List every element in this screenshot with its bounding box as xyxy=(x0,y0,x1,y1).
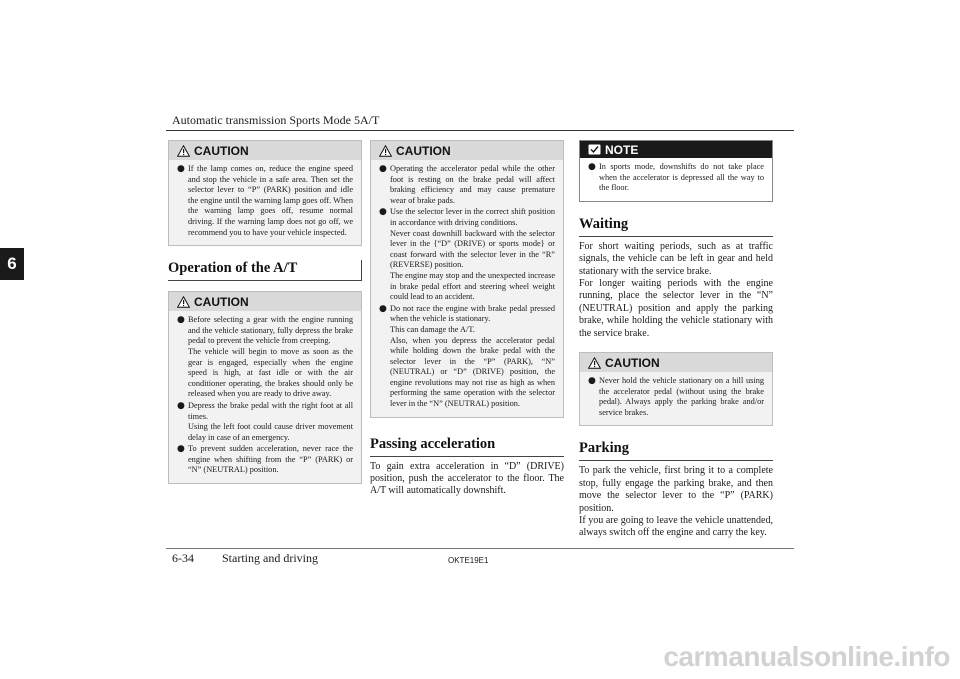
caution-box-1 xyxy=(168,140,362,246)
footer-section-name: Starting and driving xyxy=(222,551,318,565)
bullet-icon: ● xyxy=(177,315,185,326)
info-note-icon xyxy=(588,144,601,155)
warning-triangle-icon xyxy=(379,145,392,157)
item-paragraph: Do not race the engine with brake pedal pressed when the vehicle is stationary. xyxy=(390,303,555,324)
body-paragraph: If you are going to leave the vehicle unattended, always switch off the engine and carry the key. xyxy=(579,515,773,539)
item-paragraph: Before selecting a gear with the engine running and the vehicle stationary, fully depress the brake pedal to prevent the vehicle from creeping. xyxy=(188,315,353,346)
body-paragraph: To park the vehicle, first bring it to a complete stop, fully engage the parking brake, and then move the selector lever to the “P” (PARK) position. xyxy=(579,465,773,514)
note-label: NOTE xyxy=(605,142,639,157)
item-paragraph: If the lamp comes on, reduce the engine speed and stop the vehicle in a safe area. Then set the selector lever to “P” (PARK) position and idle the engine until the warning lamp goes off. When the warning lamp goes off, resume normal driving. If the warning lamp does not go off, we recommend you to have your vehicle inspected. xyxy=(188,164,353,237)
list-item xyxy=(379,304,555,410)
caution-header xyxy=(169,141,361,160)
note-list xyxy=(588,162,764,194)
warning-triangle-icon xyxy=(177,296,190,308)
bullet-icon: ● xyxy=(588,376,596,387)
item-paragraph: This can damage the A/T. xyxy=(390,324,475,334)
column-2 xyxy=(370,140,564,498)
column-1 xyxy=(168,140,362,484)
caution-header xyxy=(580,353,772,372)
list-item xyxy=(177,401,353,443)
note-box xyxy=(579,140,773,202)
caution-label: CAUTION xyxy=(605,355,660,370)
parking-body xyxy=(579,465,773,539)
item-paragraph: Use the selector lever in the correct shift position in accordance with driving conditions. xyxy=(390,207,555,227)
caution-list xyxy=(379,164,555,410)
section-title-waiting: Waiting xyxy=(579,216,773,237)
list-item xyxy=(177,164,353,238)
caution-list xyxy=(588,376,764,418)
caution-list xyxy=(177,164,353,238)
running-header-title: Automatic transmission Sports Mode 5A/T xyxy=(172,113,380,127)
caution-header xyxy=(169,292,361,311)
caution-header xyxy=(371,141,563,160)
item-paragraph: Operating the accelerator pedal while the other foot is resting on the brake pedal will affect braking efficiency and may cause premature wear of brake pads. xyxy=(390,164,555,205)
caution-list xyxy=(177,315,353,476)
item-paragraph: Also, when you depress the accelerator pedal while holding down the brake pedal with the selector lever in the “P” (PARK), “N” (NEUTRAL) or “D” (DRIVE) position, the engine revolutions may not rise as high as when performing the same operation with the selector lever in the “N” (NEUTRAL) position. xyxy=(390,335,555,409)
item-paragraph: Using the left foot could cause driver movement delay in case of an emergency. xyxy=(188,422,353,442)
list-item xyxy=(588,162,764,194)
body-paragraph: For longer waiting periods with the engine running, place the selector lever in the “N” (NEUTRAL) position and apply the parking brake, while holding the vehicle stationary with the service brake. xyxy=(579,278,773,339)
passing-body xyxy=(370,461,564,498)
caution-box-4 xyxy=(579,352,773,426)
footer-rule xyxy=(166,548,794,549)
bullet-icon: ● xyxy=(379,164,387,174)
bullet-icon: ● xyxy=(379,303,387,314)
column-3 xyxy=(579,140,773,540)
document-code: OKTE19E1 xyxy=(448,556,489,565)
caution-label: CAUTION xyxy=(396,143,451,158)
item-paragraph: Depress the brake pedal with the right foot at all times. xyxy=(188,400,353,421)
body-paragraph: To gain extra acceleration in “D” (DRIVE) position, push the accelerator to the floor. The A/T will automatically downshift. xyxy=(370,460,564,497)
bullet-icon: ● xyxy=(177,400,185,411)
section-title-parking: Parking xyxy=(579,440,773,461)
caution-box-2 xyxy=(168,291,362,484)
waiting-body xyxy=(579,241,773,340)
page-number: 6-34 xyxy=(172,551,194,565)
item-paragraph: In sports mode, downshifts do not take place when the accelerator is depressed all the way to the floor. xyxy=(599,162,764,193)
list-item xyxy=(177,444,353,476)
list-item xyxy=(379,164,555,206)
note-header xyxy=(580,141,772,158)
item-paragraph: The engine may stop and the unexpected increase in brake pedal effort and steering wheel weight could lead to an accident. xyxy=(390,270,555,302)
bullet-icon: ● xyxy=(177,444,185,455)
caution-label: CAUTION xyxy=(194,143,249,158)
item-paragraph: The vehicle will begin to move as soon as the gear is engaged, especially when the engine speed is high, at fast idle or with the air conditioner operating, the brakes should only be released when you are ready to drive away. xyxy=(188,346,353,399)
list-item xyxy=(177,315,353,400)
item-paragraph: To prevent sudden acceleration, never race the engine when shifting from the “P” (PARK) or “N” (NEUTRAL) position. xyxy=(188,444,353,475)
list-item xyxy=(379,207,555,302)
body-paragraph: For short waiting periods, such as at traffic signals, the vehicle can be left in gear and held stationary with the service brake. xyxy=(579,240,773,277)
section-title-operation: Operation of the A/T xyxy=(168,260,362,281)
list-item xyxy=(588,376,764,418)
caution-box-3 xyxy=(370,140,564,418)
header-rule xyxy=(166,130,794,131)
warning-triangle-icon xyxy=(588,357,601,369)
item-paragraph: Never hold the vehicle stationary on a hill using the accelerator pedal (without using the brake pedal). Always apply the parking brake and/or service brakes. xyxy=(599,376,764,417)
section-title-passing: Passing acceleration xyxy=(370,436,564,457)
warning-triangle-icon xyxy=(177,145,190,157)
bullet-icon: ● xyxy=(588,162,596,172)
watermark: carmanualsonline.info xyxy=(663,641,950,672)
bullet-icon: ● xyxy=(379,207,387,218)
item-paragraph: Never coast downhill backward with the selector lever in the {“D” (DRIVE) or sports mode} or coast forward with the selector lever in the “R” (REVERSE) position. xyxy=(390,228,555,270)
chapter-tab: 6 xyxy=(0,248,24,280)
caution-label: CAUTION xyxy=(194,294,249,309)
bullet-icon: ● xyxy=(177,164,185,174)
